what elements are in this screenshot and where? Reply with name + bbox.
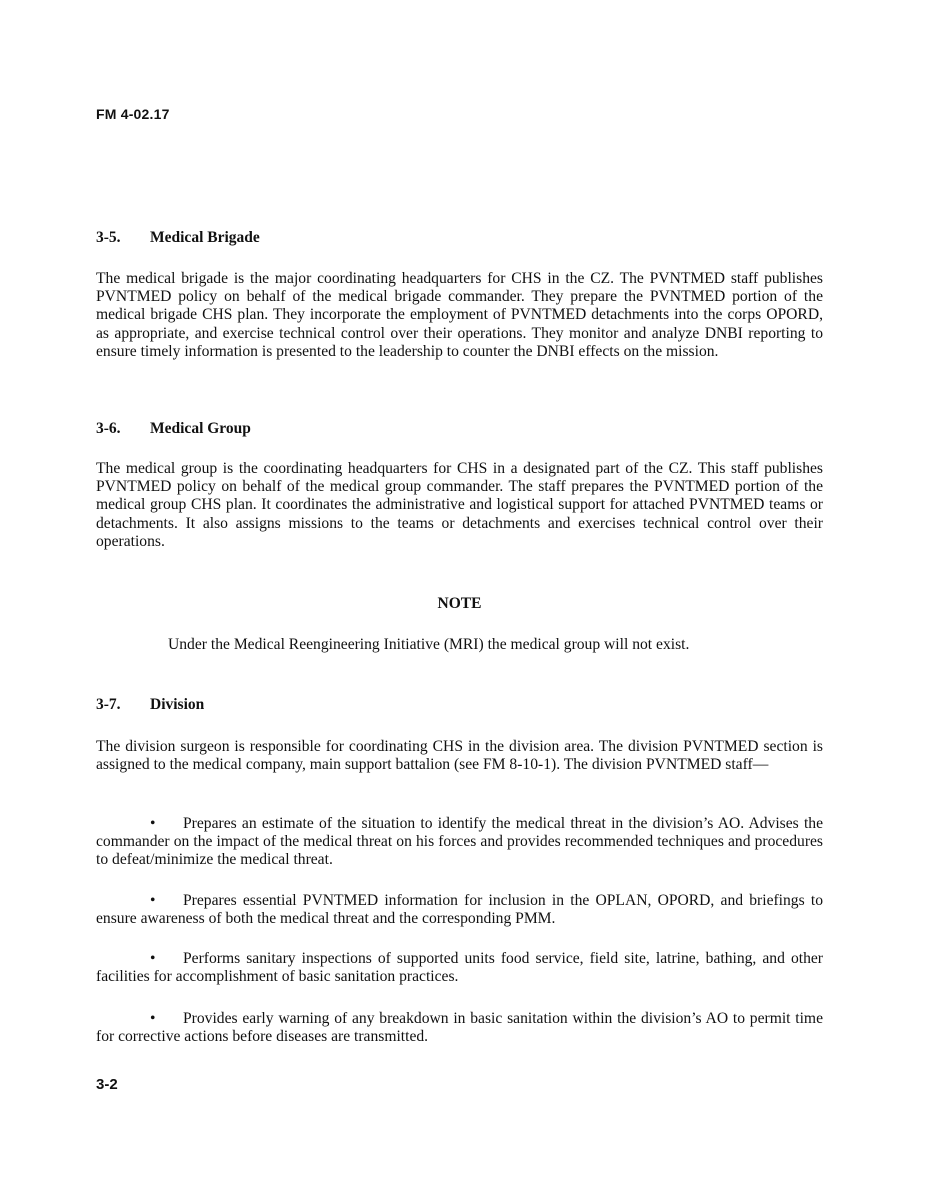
note-title: NOTE xyxy=(437,595,482,612)
list-item xyxy=(96,815,823,870)
bullet-icon: • xyxy=(150,892,156,909)
list-item-text: Performs sanitary inspections of supported units food service, field site, latrine, bathing, and other facilities for accomplishment of basic sanitation practices. xyxy=(96,950,823,986)
section-number: 3-6. xyxy=(96,420,121,437)
medical-brigade-paragraph: The medical brigade is the major coordinating headquarters for CHS in the CZ. The PVNTMED staff publishes PVNTMED policy on behalf of the medical brigade commander. They prepare the PVNTMED portion of the medical brigade CHS plan. They incorporate the employment of PVNTMED detachments into the corps OPORD, as appropriate, and exercise technical control over their operations. They monitor and analyze DNBI reporting to ensure timely information is presented to the leadership to counter the DNBI effects on the mission. xyxy=(96,270,823,360)
section-heading-medical-group xyxy=(96,420,251,438)
section-title: Medical Brigade xyxy=(150,229,260,246)
list-item-text: Provides early warning of any breakdown in basic sanitation within the division’s AO to permit time for corrective actions before diseases are transmitted. xyxy=(96,1010,823,1046)
section-title: Medical Group xyxy=(150,420,251,437)
medical-group-paragraph: The medical group is the coordinating headquarters for CHS in a designated part of the CZ. This staff publishes PVNTMED policy on behalf of the medical group commander. The staff prepares the PVNTMED portion of the medical group CHS plan. It coordinates the administrative and logistical support for attached PVNTMED teams or detachments. It also assigns missions to the teams or detachments and exercises technical control over their operations. xyxy=(96,460,823,550)
list-item xyxy=(96,950,823,986)
list-item-text: Prepares an estimate of the situation to identify the medical threat in the division’s AO. Advises the commander on the impact of the medical threat on his forces and provides recommended techniques and procedures to defeat/minimize the medical threat. xyxy=(96,815,823,869)
section-number: 3-7. xyxy=(96,696,121,713)
division-paragraph: The division surgeon is responsible for coordinating CHS in the division area. The division PVNTMED section is assigned to the medical company, main support battalion (see FM 8-10-1). The division PVNTMED staff— xyxy=(96,738,823,774)
section-heading-medical-brigade xyxy=(96,229,260,247)
section-number: 3-5. xyxy=(96,229,121,246)
note-text: Under the Medical Reengineering Initiative (MRI) the medical group will not exist. xyxy=(168,636,690,653)
list-item xyxy=(96,892,823,928)
bullet-icon: • xyxy=(150,1010,156,1027)
section-heading-division xyxy=(96,696,204,714)
bullet-icon: • xyxy=(150,950,156,967)
section-title: Division xyxy=(150,696,205,713)
page-number: 3-2 xyxy=(96,1076,118,1093)
list-item-text: Prepares essential PVNTMED information for inclusion in the OPLAN, OPORD, and briefings to ensure awareness of both the medical threat and the corresponding PMM. xyxy=(96,892,823,928)
document-id-header: FM 4-02.17 xyxy=(96,106,170,122)
list-item xyxy=(96,1010,823,1046)
bullet-icon: • xyxy=(150,815,156,832)
